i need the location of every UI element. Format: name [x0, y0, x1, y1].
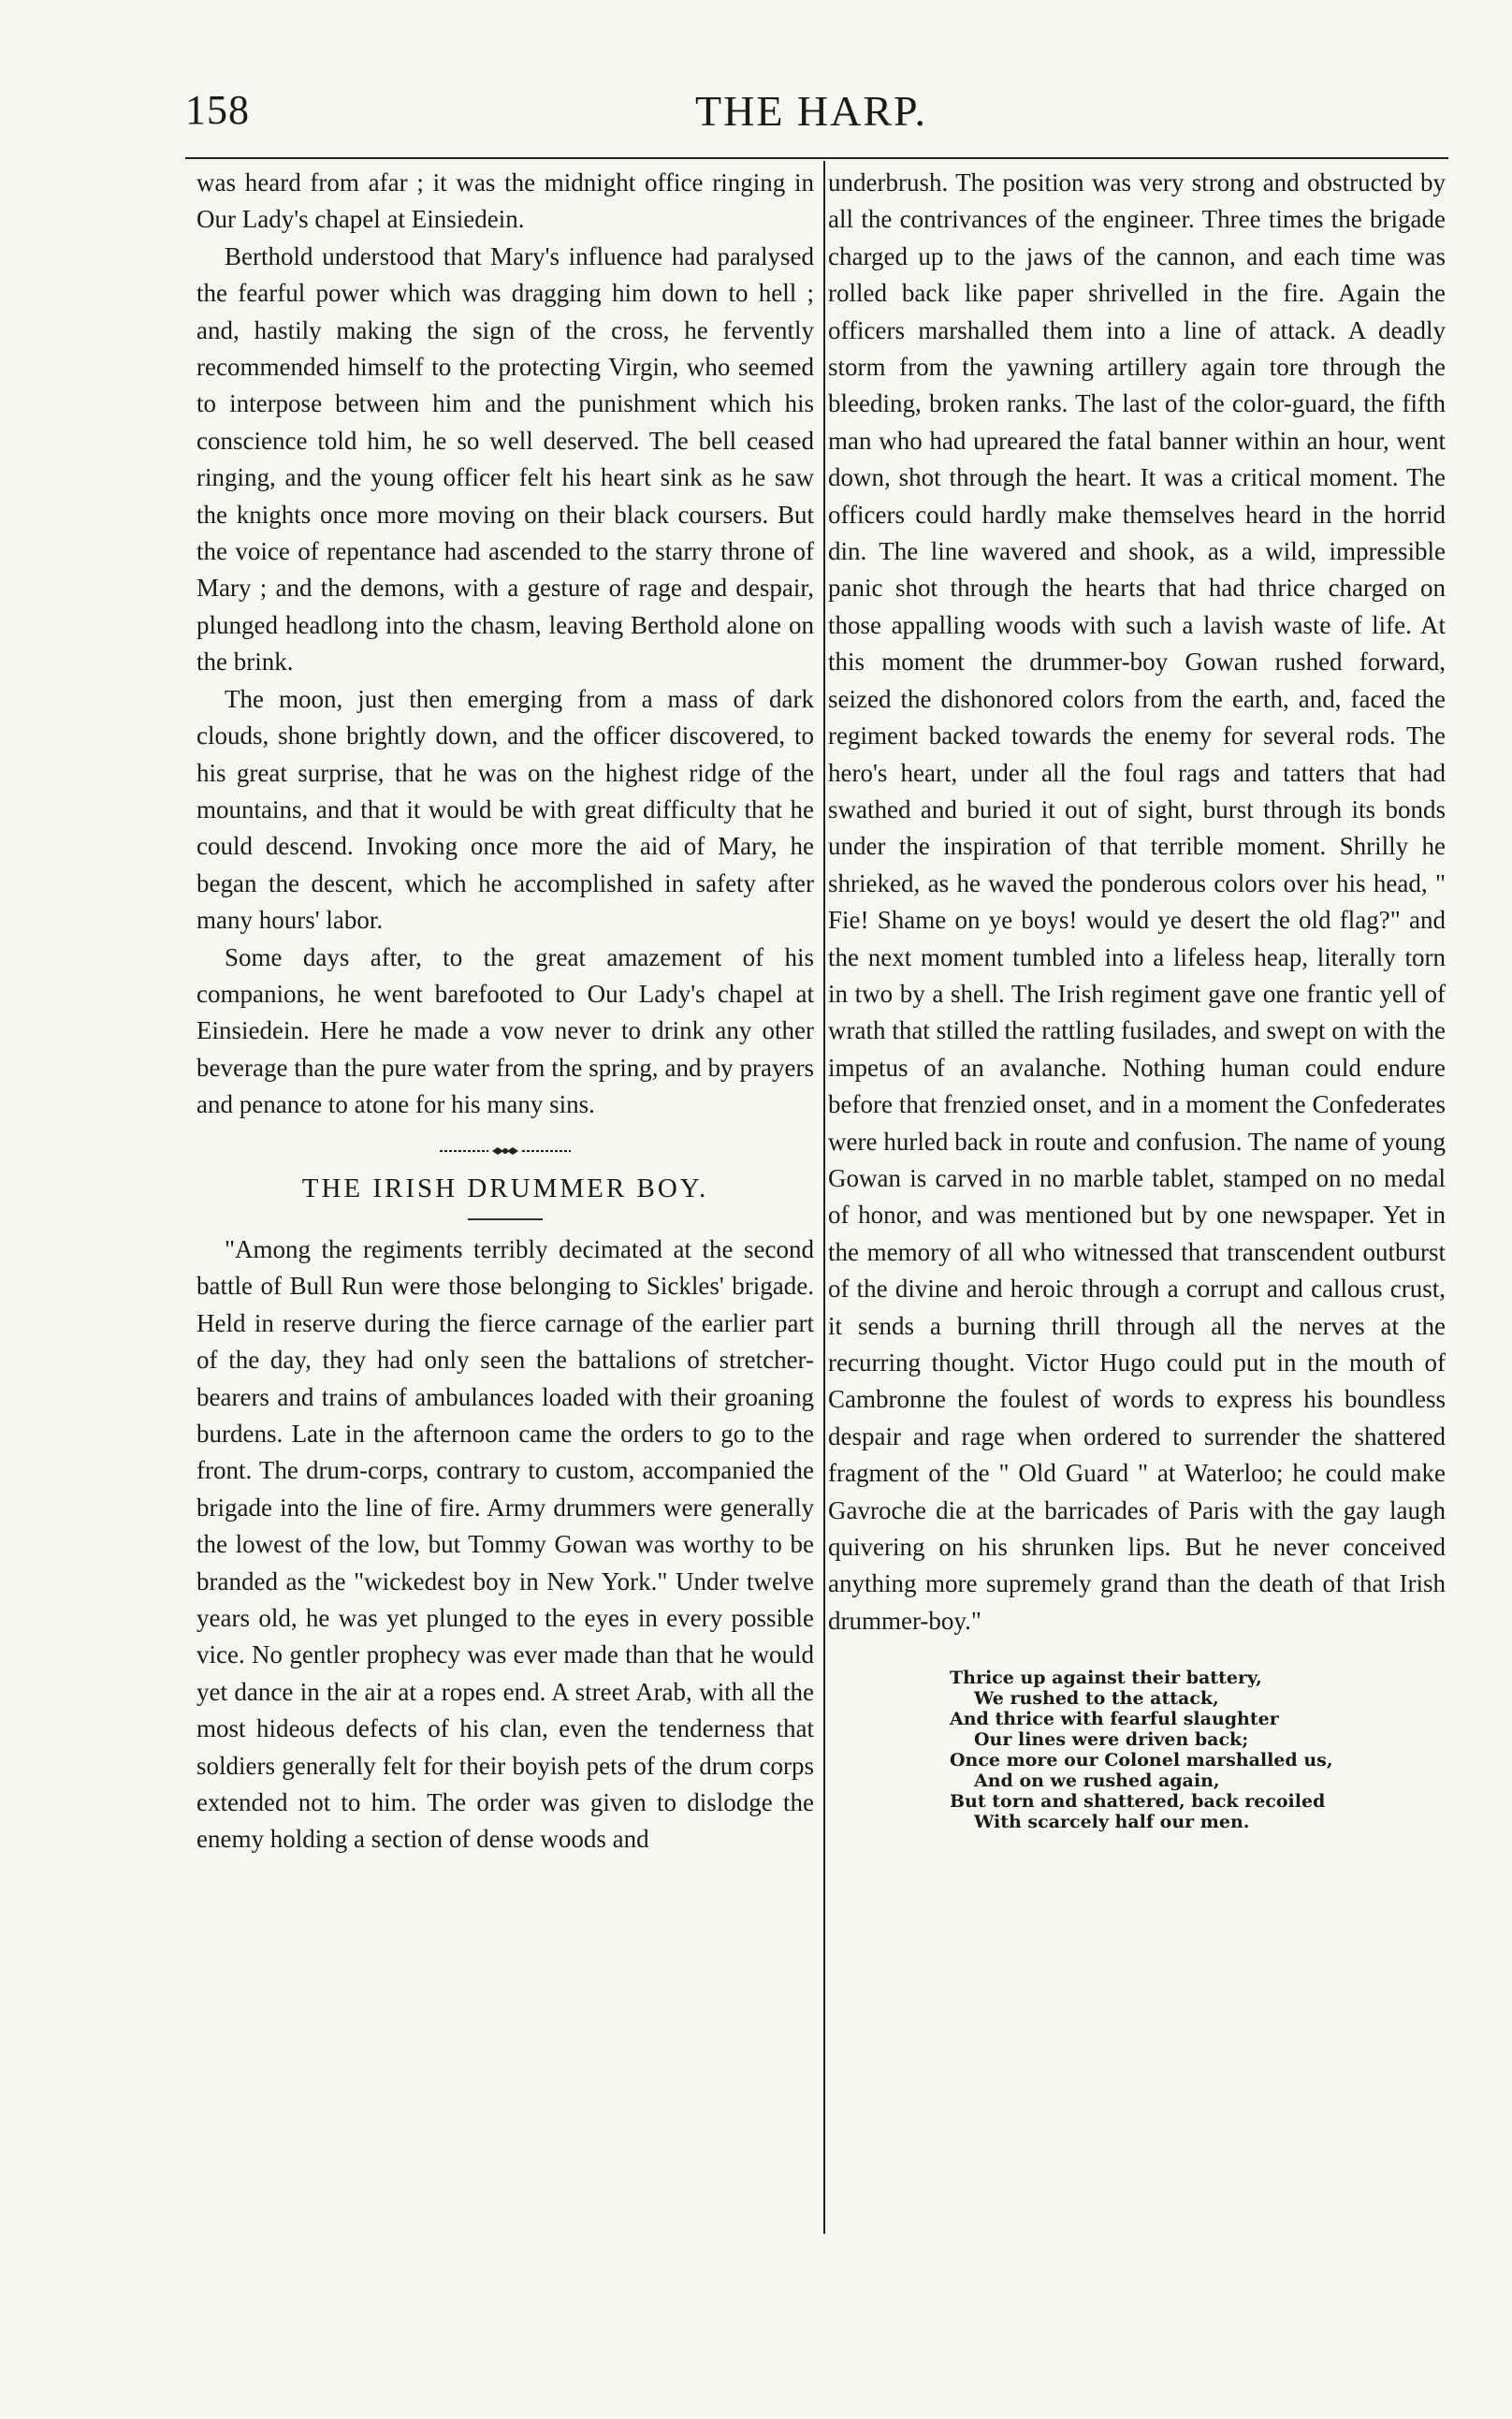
poem-line: And thrice with fearful slaughter — [950, 1709, 1279, 1730]
paragraph: "Among the regiments terribly decimated at the second battle of Bull Run were those belonging to Sickles' brigade. Held in reserve during the fierce carnage of the earlier part of the day, they had only seen the battalions of stretcher-bearers and trains of ambulances loaded with their groaning burdens. Late in the afternoon came the orders to go to the front. The drum-corps, contrary to custom, accompanied the brigade into the line of fire. Army drummers were generally the lowest of the low, but Tommy Gowan was worthy to be branded as the "wickedest boy in New York." Under twelve years old, he was yet plunged to the eyes in every possible vice. No gentler prophecy was ever made than that he would yet dance in the air at a ropes end. A street Arab, with all the most hideous defects of his clan, even the tenderness that soldiers generally felt for their boyish pets of the drum corps extended not to him. The order was given to dislodge the enemy holding a section of dense woods and — [196, 1234, 814, 1854]
poem-line: And on we rushed again, — [974, 1771, 1220, 1792]
journal-title: THE HARP. — [695, 87, 928, 135]
poem-line: We rushed to the attack, — [974, 1688, 1219, 1710]
ornament-divider-icon — [440, 1144, 571, 1158]
left-column — [196, 165, 814, 1858]
poem-line: Once more our Colonel marshalled us, — [950, 1750, 1333, 1771]
title-rule — [468, 1218, 543, 1220]
poem-line: Thrice up against their battery, — [950, 1668, 1262, 1689]
paragraph: was heard from afar ; it was the midnight office ringing in Our Lady's chapel at Einsiedein. — [196, 168, 814, 234]
poem — [950, 1668, 1446, 1832]
column-divider — [823, 161, 825, 2234]
page-number: 158 — [185, 87, 250, 133]
story-title: THE IRISH DRUMMER BOY. — [301, 1173, 709, 1203]
poem-line: But torn and shattered, back recoiled — [950, 1791, 1326, 1813]
paragraph: Some days after, to the great amazement of his companions, he went barefooted to Our Lady's chapel at Einsiedein. Here he made a vow never to drink any other beverage than the pure water from the spring, and by prayers and penance to atone for his many sins. — [196, 942, 814, 1119]
story-heading — [196, 1144, 814, 1220]
poem-line: Our lines were driven back; — [974, 1729, 1249, 1751]
paragraph: Berthold understood that Mary's influence had paralysed the fearful power which was dragging him down to hell ; and, hastily making the sign of the cross, he fervently recommended himself to the protecting Virgin, who seemed to interpose between him and the punishment which his conscience told him, he so well deserved. The bell ceased ringing, and the young officer felt his heart sink as he saw the knights once more moving on their black coursers. But the voice of repentance had ascended to the starry throne of Mary ; and the demons, with a gesture of rage and despair, plunged headlong into the chasm, leaving Berthold alone on the brink. — [196, 241, 814, 677]
header-rule — [185, 157, 1448, 159]
paragraph: underbrush. The position was very strong and obstructed by all the contrivances of the engineer. Three times the brigade charged up to the jaws of the cannon, and each time was rolled back like paper shrivelled in the fire. Again the officers marshalled them into a line of attack. A deadly storm from the yawning artillery again tore through the bleeding, broken ranks. The last of the color-guard, the fifth man who had upreared the fatal banner within an hour, went down, shot through the heart. It was a critical moment. The officers could hardly make themselves heard in the horrid din. The line wavered and shook, as a wild, impressible panic shot through the hearts that had thrice charged on those appalling woods with such a lavish waste of life. At this moment the drummer-boy Gowan rushed forward, seized the dishonored colors from the earth, and, faced the regiment backed towards the enemy for several rods. The hero's heart, under all the foul rags and tatters that had swathed and buried it out of sight, burst through its bonds under the inspiration of that terrible moment. Shrilly he shrieked, as he waved the ponderous colors over his head, " Fie! Shame on ye boys! would ye desert the old flag?" and the next moment tumbled into a lifeless heap, literally torn in two by a shell. The Irish regiment gave one frantic yell of wrath that stilled the rattling fusilades, and swept on with the impetus of an avalanche. Nothing human could endure before that frenzied onset, and in a moment the Confederates were hurled back in route and confusion. The name of young Gowan is carved in no marble tablet, stamped on no medal of honor, and was mentioned but by one newspaper. Yet in the memory of all who witnessed that transcendent outburst of the divine and heroic through a corrupt and callous crust, it sends a burning thrill through all the nerves at the recurring thought. Victor Hugo could put in the mouth of Cambronne the foulest of words to express his boundless despair and rage when ordered to surrender the shattered fragment of the " Old Guard " at Waterloo; he could make Gavroche die at the barricades of Paris with the gay laugh quivering on his shrunken lips. But he never conceived anything more supremely grand than the death of that Irish drummer-boy." — [828, 168, 1446, 1635]
paragraph: The moon, just then emerging from a mass of dark clouds, shone brightly down, and the officer discovered, to his great surprise, that he was on the highest ridge of the mountains, and that it would be with great difficulty that he could descend. Invoking once more the aid of Mary, he began the descent, which he accomplished in safety after many hours' labor. — [196, 684, 814, 935]
page-header — [185, 86, 928, 142]
poem-line: With scarcely half our men. — [974, 1812, 1250, 1833]
right-column — [828, 165, 1446, 1832]
